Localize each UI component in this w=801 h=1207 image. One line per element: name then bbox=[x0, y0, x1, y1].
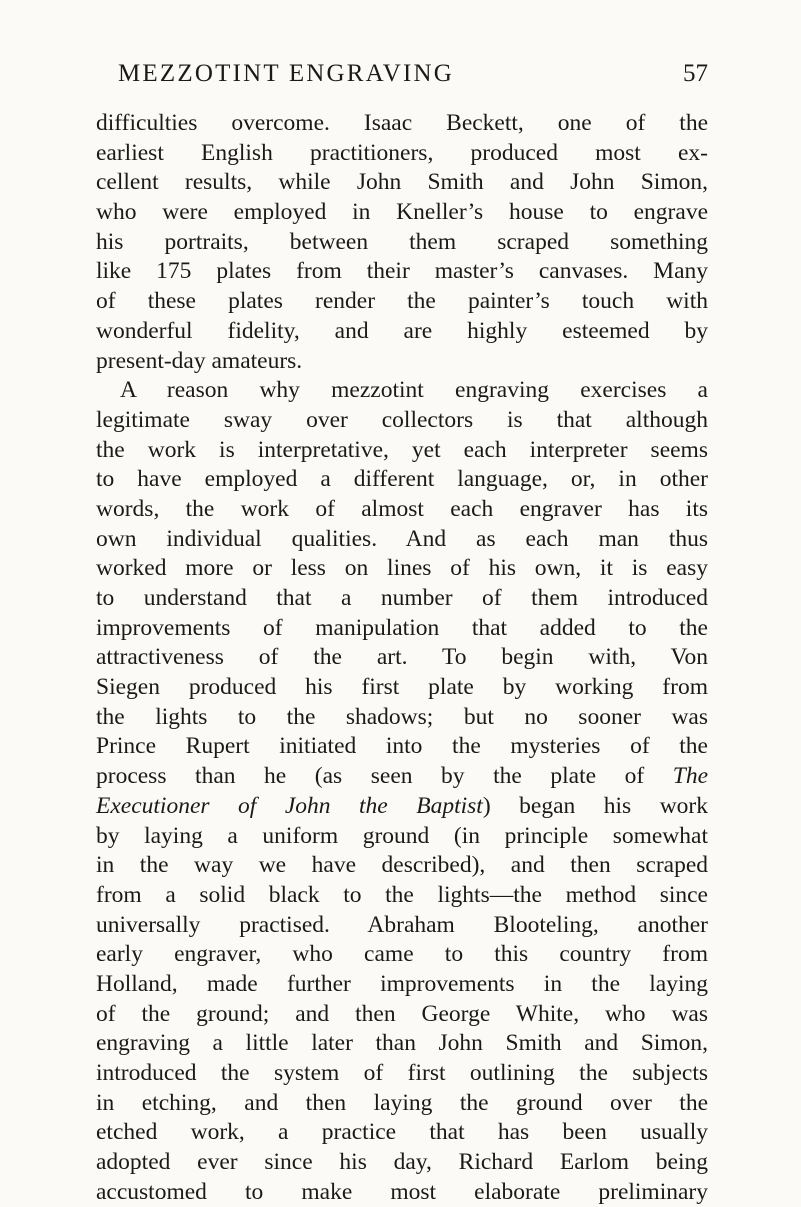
text-line: worked more or less on lines of his own, it is easy bbox=[96, 555, 708, 582]
text-line: attractiveness of the art. To begin with, Von bbox=[96, 644, 708, 671]
text-line: to have employed a different language, or, in other bbox=[96, 466, 708, 493]
text-line: who were employed in Kneller’s house to engrave bbox=[96, 199, 708, 226]
text-line-with-italic bbox=[96, 792, 708, 822]
text-line: of these plates render the painter’s touch with bbox=[96, 288, 708, 315]
text-line: to understand that a number of them introduced bbox=[96, 585, 708, 611]
text-line: Holland, made further improvements in the laying bbox=[96, 970, 708, 997]
text-line: in etching, and then laying the ground over the bbox=[96, 1089, 708, 1116]
text-line: words, the work of almost each engraver has its bbox=[96, 495, 708, 522]
artwork-title: Executioner of John the Baptist bbox=[96, 792, 483, 819]
text-line: from a solid black to the lights—the method since bbox=[96, 881, 708, 908]
text-line: by laying a uniform ground (in principle somewhat bbox=[96, 822, 708, 849]
page-number: 57 bbox=[683, 60, 708, 87]
text-line: introduced the system of first outlining the subjects bbox=[96, 1060, 708, 1086]
text-line: Prince Rupert initiated into the mysteries of the bbox=[96, 733, 708, 760]
text-line: like 175 plates from their master’s canvases. Many bbox=[96, 258, 708, 285]
text-line: own individual qualities. And as each man thus bbox=[96, 525, 708, 552]
text-line: difficulties overcome. Isaac Beckett, one of the bbox=[96, 110, 708, 136]
text-line: cellent results, while John Smith and John Simon, bbox=[96, 169, 708, 196]
text-run: ) bbox=[482, 792, 491, 819]
text-line: engraving a little later than John Smith and Simon, bbox=[96, 1030, 708, 1057]
text-line: improvements of manipulation that added to the bbox=[96, 614, 708, 641]
text-line: A reason why mezzotint engraving exercises a bbox=[120, 377, 708, 404]
text-run: process than he (as seen by the plate of bbox=[96, 763, 645, 790]
text-line: of the ground; and then George White, who was bbox=[96, 1000, 708, 1027]
text-line-with-italic bbox=[96, 762, 708, 792]
text-line: universally practised. Abraham Blooteling, another bbox=[96, 911, 708, 938]
text-line: accustomed to make most elaborate preliminary bbox=[96, 1178, 708, 1205]
text-line: earliest English practitioners, produced most ex- bbox=[96, 139, 708, 166]
text-line: wonderful fidelity, and are highly esteemed by bbox=[96, 317, 708, 344]
text-run: began his work bbox=[519, 792, 708, 819]
text-line: the work is interpretative, yet each interpreter seems bbox=[96, 436, 708, 463]
text-line: Siegen produced his first plate by working from bbox=[96, 674, 708, 701]
running-title: MEZZOTINT ENGRAVING bbox=[118, 60, 454, 87]
text-line: present-day amateurs. bbox=[96, 347, 303, 374]
text-line: early engraver, who came to this country from bbox=[96, 941, 708, 968]
text-line: legitimate sway over collectors is that although bbox=[96, 406, 708, 433]
text-line: in the way we have described), and then scraped bbox=[96, 852, 708, 879]
text-line: adopted ever since his day, Richard Earlom being bbox=[96, 1149, 708, 1176]
text-line: the lights to the shadows; but no sooner was bbox=[96, 703, 708, 730]
running-header bbox=[96, 60, 708, 94]
text-line: his portraits, between them scraped something bbox=[96, 228, 708, 255]
text-line: etched work, a practice that has been usually bbox=[96, 1119, 708, 1146]
body-text bbox=[96, 109, 708, 1207]
italic-run: The bbox=[672, 763, 708, 790]
